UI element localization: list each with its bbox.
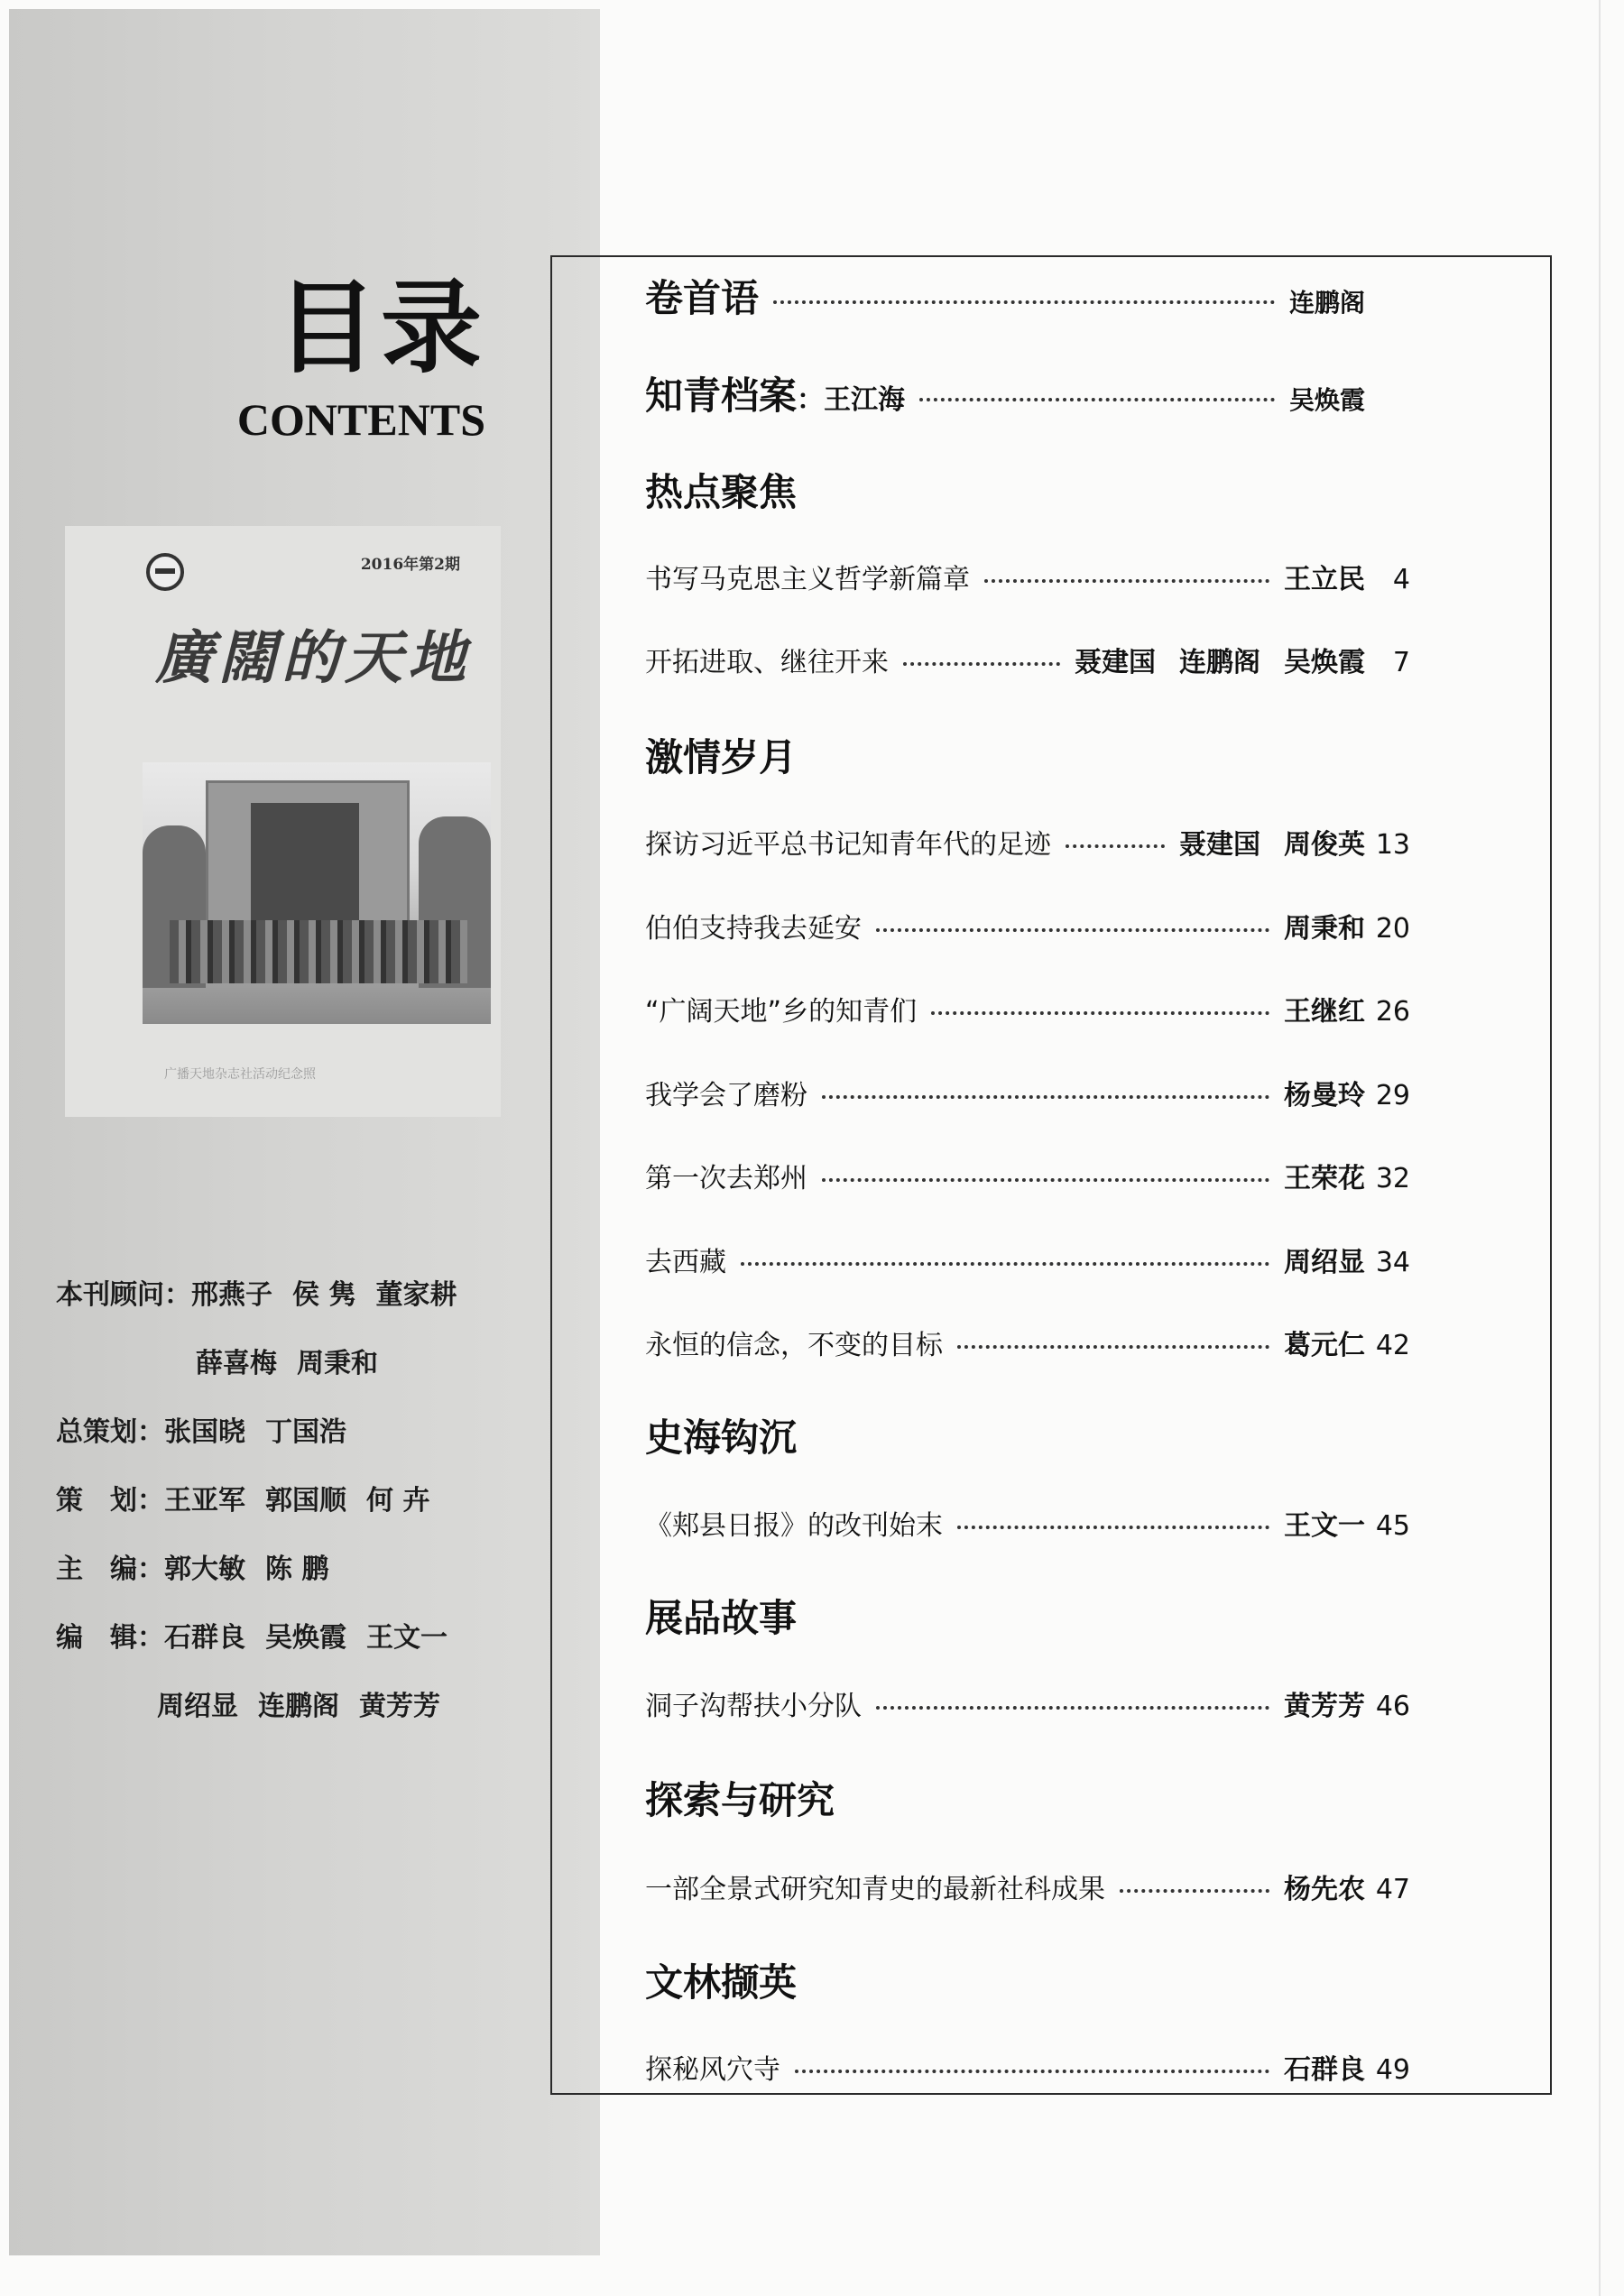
section-heading: 文林撷英 — [645, 1960, 798, 2005]
credit-line-planner: 策 划：王亚军 郭国顺 何 卉 — [56, 1485, 430, 1517]
toc-archive[interactable] — [645, 373, 1365, 418]
toc-entry[interactable]: “广阔天地”乡的知青们 王继红 26 — [645, 996, 1410, 1028]
leader-dots — [919, 398, 1275, 401]
credit-line-chief-editor: 主 编：郭大敏 陈 鹏 — [56, 1554, 329, 1585]
memorial-door — [251, 803, 359, 920]
page-number: 7 — [1392, 647, 1410, 678]
page-number: 4 — [1392, 564, 1410, 595]
preface-author: 连鹏阁 — [1288, 288, 1365, 318]
page-number: 42 — [1375, 1330, 1410, 1361]
page-number: 20 — [1375, 913, 1410, 945]
toc-entry[interactable]: 探访习近平总书记知青年代的足迹 聂建国 周俊英 13 — [645, 829, 1410, 861]
archive-author: 吴焕霞 — [1288, 385, 1365, 415]
credit-line-advisors: 本刊顾问：邢燕子 侯 隽 董家耕 — [56, 1279, 457, 1311]
credit-line-chief-planner: 总策划：张国晓 丁国浩 — [56, 1416, 346, 1448]
archive-title: 知青档案 — [645, 373, 798, 418]
toc-entry[interactable]: 一部全景式研究知青史的最新社科成果 杨先农 47 — [645, 1874, 1410, 1905]
credit-line-editors: 编 辑：石群良 吴焕霞 王文一 — [56, 1622, 448, 1654]
preface-title: 卷首语 — [645, 276, 760, 320]
cover-caption: 广播天地杂志社活动纪念照 — [164, 1067, 316, 1082]
page-number: 46 — [1375, 1691, 1410, 1722]
toc-entry[interactable]: 开拓进取、继往开来 聂建国 连鹏阁 吴焕霞 7 — [645, 647, 1410, 678]
page-number: 32 — [1375, 1163, 1410, 1194]
section-heading: 激情岁月 — [645, 735, 798, 779]
page-edge-line — [1599, 0, 1601, 2296]
toc-preface[interactable] — [645, 276, 1365, 320]
leader-dots — [773, 300, 1275, 304]
toc-entry[interactable]: 去西藏 周绍显 34 — [645, 1247, 1410, 1278]
toc-entry[interactable]: 洞子沟帮扶小分队 黄芳芳 46 — [645, 1691, 1410, 1722]
archive-subject: ：王江海 — [797, 384, 906, 416]
cover-journal-title: 廣闊的天地 — [155, 624, 471, 692]
section-heading: 展品故事 — [645, 1596, 798, 1640]
cover-issue: 2016年第2期 — [360, 556, 460, 574]
toc-entry[interactable]: 伯伯支持我去延安 周秉和 20 — [645, 913, 1410, 945]
toc-entry[interactable]: 《郏县日报》的改刊始末 王文一 45 — [645, 1510, 1410, 1542]
section-heading: 史海钩沉 — [645, 1415, 798, 1460]
page-number: 34 — [1375, 1247, 1410, 1278]
toc-entry[interactable]: 永恒的信念，不变的目标 葛元仁 42 — [645, 1330, 1410, 1361]
page-number: 47 — [1375, 1874, 1410, 1905]
cover-photo — [143, 762, 491, 1024]
toc-entry[interactable]: 第一次去郑州 王荣花 32 — [645, 1163, 1410, 1194]
toc-entry[interactable]: 我学会了磨粉 杨曼玲 29 — [645, 1080, 1410, 1111]
page-number: 45 — [1375, 1510, 1410, 1542]
logo-icon — [146, 553, 184, 591]
page-title: 目录 — [276, 269, 485, 387]
page-number: 26 — [1375, 996, 1410, 1028]
toc-entry[interactable]: 书写马克思主义哲学新篇章 王立民 4 — [645, 564, 1410, 595]
group-photo-crowd — [170, 920, 467, 983]
section-heading: 探索与研究 — [645, 1778, 835, 1822]
section-heading: 热点聚焦 — [645, 470, 798, 514]
page-subtitle: CONTENTS — [236, 394, 485, 445]
credit-line-advisors-cont: 薛喜梅 周秉和 — [196, 1348, 378, 1379]
magazine-cover-image — [65, 526, 501, 1117]
toc-entry[interactable]: 探秘风穴寺 石群良 49 — [645, 2054, 1410, 2086]
page-number: 13 — [1375, 829, 1410, 861]
page-number: 49 — [1375, 2054, 1410, 2086]
page-number: 29 — [1375, 1080, 1410, 1111]
credit-line-editors-cont: 周绍显 连鹏阁 黄芳芳 — [157, 1691, 440, 1722]
